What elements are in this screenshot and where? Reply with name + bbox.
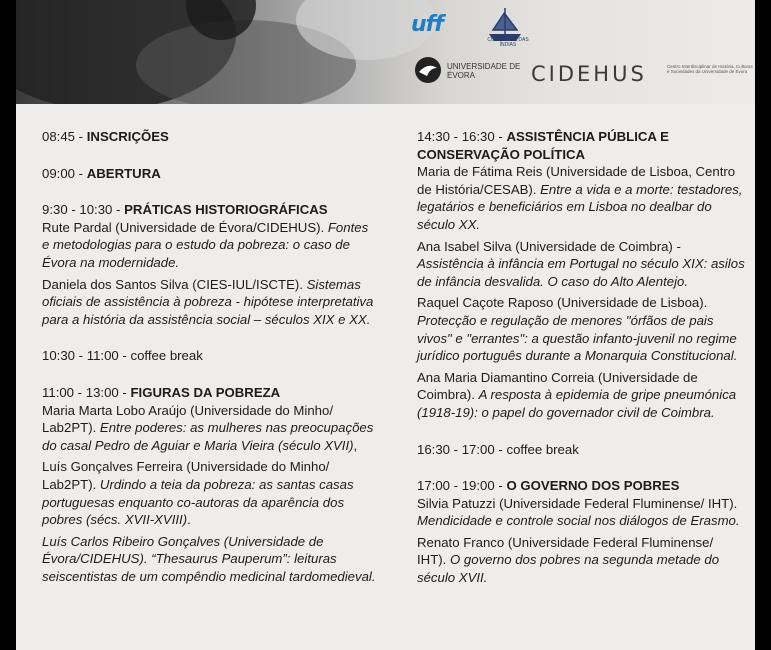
slot-time: 10:30 - 11:00	[42, 348, 119, 364]
slot-title: INSCRIÇÕES	[86, 129, 169, 144]
talk-title: A resposta à epidemia de gripe pneumónica (1918-19): o papel do governador civil de Coimbra.	[417, 387, 737, 420]
talk-author: Luís Gonçalves Ferreira (Universidade do Minho/ Lab2PT).	[42, 459, 330, 492]
talk-author: Raquel Caçote Raposo (Universidade de Lisboa).	[417, 295, 708, 311]
slot-title: ASSISTÊNCIA PÚBLICA E CONSERVAÇÃO POLÍTICA	[417, 129, 669, 162]
talk-title: Urdindo a teia da pobreza: as santas casas portuguesas enquanto co-autoras da aparência dos pobres (sécs. XVII-XVIII)	[42, 476, 354, 528]
talk-title-punct: ,	[353, 437, 358, 453]
slot-heading: 10:30 - 11:00 - coffee break	[42, 348, 203, 364]
slot-title: coffee break	[506, 441, 579, 457]
slot-title: FIGURAS DA POBREZA	[130, 384, 281, 400]
slot-title: coffee break	[130, 348, 203, 364]
slot-time: 09:00	[42, 165, 76, 181]
talk-author: Maria Marta Lobo Araújo (Universidade do Minho/ Lab2PT).	[42, 402, 334, 436]
evora-logo-icon	[413, 56, 443, 84]
slot-heading: 11:00 - 13:00 - FIGURAS DA POBREZA	[42, 384, 281, 400]
slot-heading: 08:45 - INSCRIÇÕES	[42, 129, 169, 144]
slot-heading: 09:00 - ABERTURA	[42, 165, 161, 181]
talk-title: Fontes e metodologias para o estudo da pobreza: o caso de Évora na modernidade.	[42, 219, 369, 270]
program-slot	[417, 128, 745, 422]
slot-time: 11:00 - 13:00	[42, 384, 119, 400]
partner-logos	[411, 0, 755, 104]
cidehus-logo: CIDEHUS	[531, 62, 647, 86]
slot-time: 08:45	[42, 129, 76, 144]
talk-author: Maria de Fátima Reis (Universidade de Lisboa, Centro de História/CESAB).	[417, 164, 736, 197]
talk-entry	[42, 402, 378, 455]
talk-title: Entre a vida e a morte: testadores, legatários e beneficiários em Lisboa no dealbar do século XX.	[417, 181, 743, 232]
talk-author: Renato Franco (Universidade Federal Fluminense/ IHT).	[417, 534, 714, 568]
program-poster	[16, 0, 755, 650]
talk-author: Ana Isabel Silva (Universidade de Coimbra) -	[417, 238, 681, 254]
slot-heading: 14:30 - 16:30 - ASSISTÊNCIA PÚBLICA E CONSERVAÇÃO POLÍTICA	[417, 129, 669, 162]
slot-time: 14:30 - 16:30	[417, 129, 495, 144]
uff-logo: uff	[411, 12, 443, 37]
program-slot	[42, 347, 378, 365]
cidehus-logo-subtitle: Centro Interdisciplinar de História, Culturas e Sociedades da Universidade de Évora	[667, 64, 753, 74]
talk-author: Luís Carlos Ribeiro Gonçalves (Universidade de Évora/CIDEHUS).	[42, 533, 324, 567]
talk-title: Entre poderes: as mulheres nas preocupações do casal Pedro de Aguiar e Maria Vieira (século XVII)	[42, 420, 374, 453]
talk-entry	[417, 238, 745, 291]
program-slot	[42, 165, 378, 183]
header-banner	[16, 0, 755, 104]
program-right-column	[417, 128, 745, 606]
program-slot	[42, 128, 378, 146]
slot-time: 17:00 - 19:00	[417, 478, 495, 494]
program-slot	[42, 384, 378, 586]
slot-title: PRÁTICAS HISTORIOGRÁFICAS	[124, 202, 328, 218]
talk-entry	[417, 495, 745, 530]
evora-logo-text: UNIVERSIDADE DE ÉVORA	[447, 62, 521, 80]
talk-entry	[417, 369, 745, 422]
talk-entry	[42, 458, 378, 528]
talk-entry	[42, 533, 378, 586]
talk-title: Sistemas oficiais de assistência à pobreza - hipótese interpretativa para a história da assistência social – séculos XIX e XX.	[42, 276, 374, 327]
talk-entry	[417, 294, 745, 364]
slot-time: 16:30 - 17:00	[417, 441, 495, 457]
companhia-logo-text: COMPANHIA DAS ÍNDIAS	[487, 37, 529, 48]
slot-title: O GOVERNO DOS POBRES	[506, 478, 680, 494]
talk-title-punct: .	[187, 512, 191, 528]
talk-entry	[417, 534, 745, 587]
talk-title: Assistência à infância em Portugal no século XIX: asilos de infância desvalida. O caso do Alto Alentejo.	[417, 256, 745, 289]
talk-author: Silvia Patuzzi (Universidade Federal Fluminense/ IHT).	[417, 495, 738, 511]
talk-author: Daniela dos Santos Silva (CIES-IUL/ISCTE).	[42, 276, 303, 292]
talk-title: “Thesaurus Pauperum”: leituras seiscentistas de um compêndio medicinal tardomedieval.	[42, 551, 376, 584]
talk-author: Ana Maria Diamantino Correia (Universidade de Coimbra).	[417, 369, 698, 403]
program-left-column	[42, 128, 378, 604]
talk-entry	[417, 163, 745, 233]
slot-heading: 17:00 - 19:00 - O GOVERNO DOS POBRES	[417, 478, 680, 494]
program-slot	[417, 477, 745, 587]
program-slot	[42, 201, 378, 328]
program-slot	[417, 441, 745, 459]
talk-author: Rute Pardal (Universidade de Évora/CIDEHUS).	[42, 219, 325, 235]
talk-title: Mendicidade e controle social nos diálogos de Erasmo.	[417, 513, 740, 529]
talk-title: O governo dos pobres na segunda metade do século XVII.	[417, 552, 720, 586]
talk-title: Protecção e regulação de menores "órfãos de pais vivos" e "errantes": a questão infanto-juvenil no regime jurídico português durante a Monarquia Constitucional.	[417, 312, 738, 364]
talk-entry	[42, 219, 378, 272]
slot-heading: 16:30 - 17:00 - coffee break	[417, 441, 579, 457]
slot-title: ABERTURA	[86, 165, 161, 181]
slot-heading: 9:30 - 10:30 - PRÁTICAS HISTORIOGRÁFICAS	[42, 202, 328, 218]
slot-time: 9:30 - 10:30	[42, 202, 113, 218]
talk-entry	[42, 276, 378, 329]
